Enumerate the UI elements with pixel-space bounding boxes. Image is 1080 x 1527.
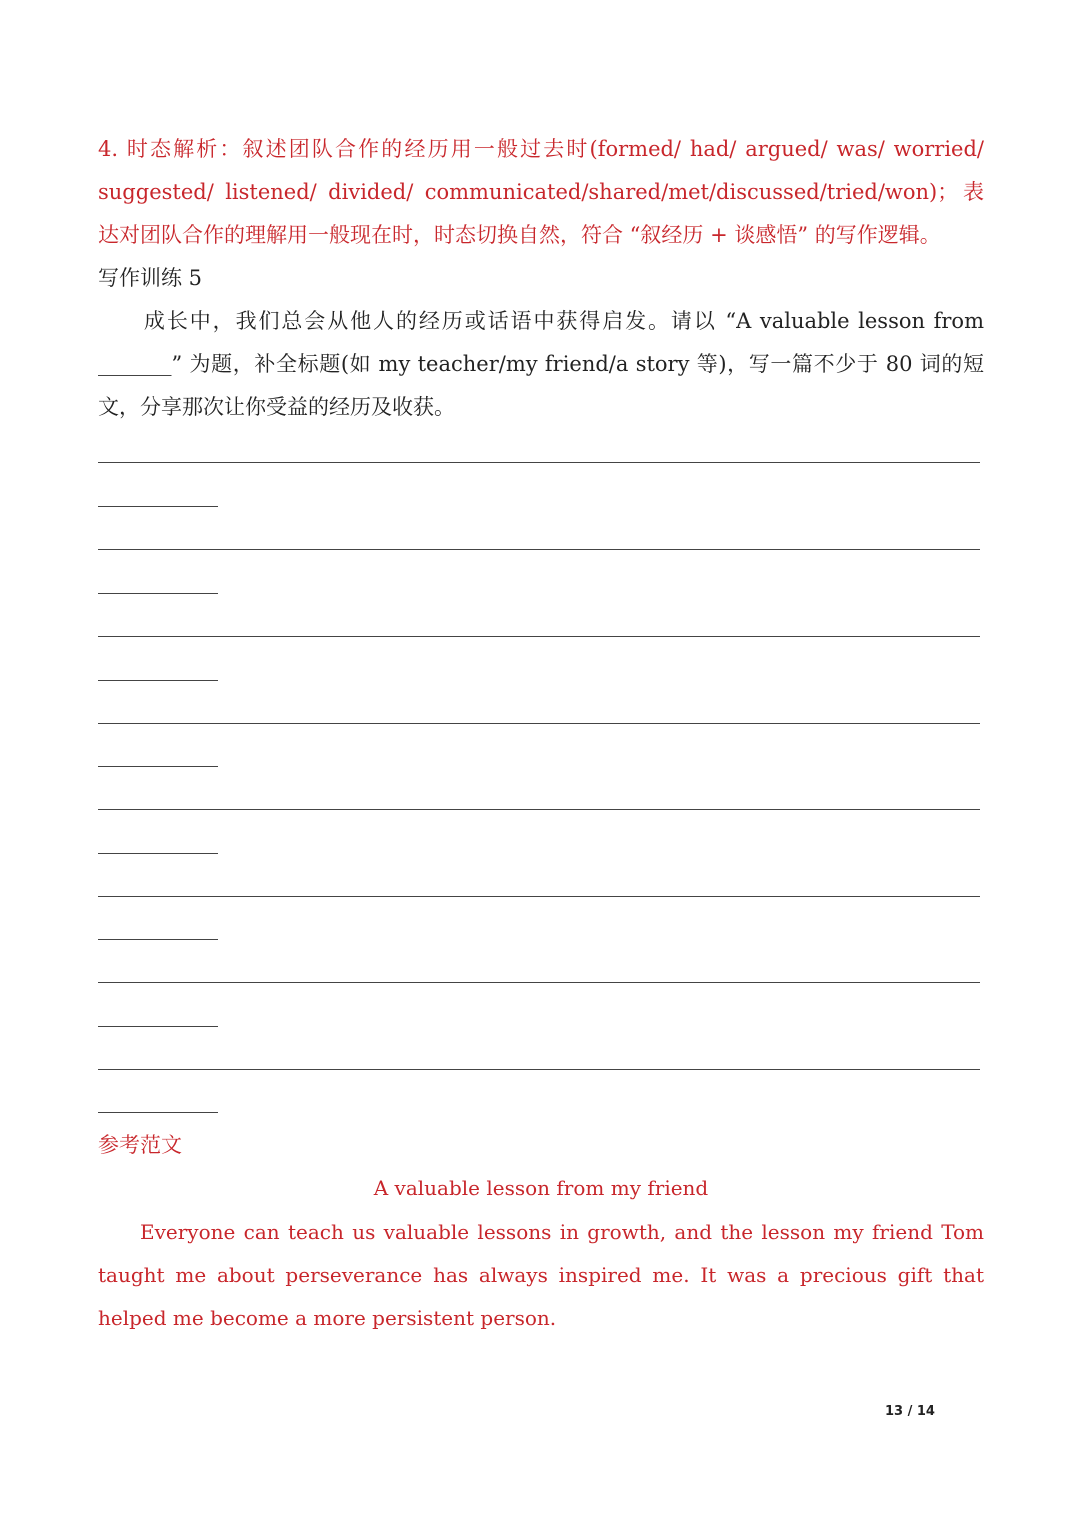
writing-line[interactable]	[98, 636, 980, 637]
sample-title: A valuable lesson from my friend	[373, 1176, 709, 1200]
writing-line[interactable]	[98, 723, 980, 724]
writing-line[interactable]	[98, 1112, 218, 1113]
writing-line[interactable]	[98, 896, 980, 897]
writing-line[interactable]	[98, 766, 218, 767]
writing-line[interactable]	[98, 680, 218, 681]
exercise-prompt	[98, 300, 984, 429]
sample-body	[98, 1211, 984, 1340]
tense-analysis-paragraph	[98, 128, 984, 257]
writing-line[interactable]	[98, 809, 980, 810]
writing-line[interactable]	[98, 853, 218, 854]
page-number: 13 / 14	[885, 1404, 935, 1419]
writing-line[interactable]	[98, 593, 218, 594]
writing-line[interactable]	[98, 549, 980, 550]
exercise-title: 写作训练 5	[98, 266, 203, 290]
writing-line[interactable]	[98, 506, 218, 507]
exercise-prompt-text: 成长中，我们总会从他人的经历或话语中获得启发。请以 “A valuable lesson from _______” 为题，补全标题(如 my teacher/my friend/a story 等)，写一篇不少于 80 词的短文，分享那次让你受益的经历及收获。	[98, 309, 984, 419]
tense-analysis-text: 4. 时态解析：叙述团队合作的经历用一般过去时(formed/ had/ argued/ was/ worried/ suggested/ listened/ divided/ communicated/shared/met/discussed/tried/won)；表达对团队合作的理解用一般现在时，时态切换自然，符合 “叙经历 + 谈感悟” 的写作逻辑。	[98, 137, 984, 247]
sample-body-text: Everyone can teach us valuable lessons in growth, and the lesson my friend Tom taught me about perseverance has always inspired me. It was a precious gift that helped me become a more persistent person.	[98, 1220, 984, 1330]
sample-heading: 参考范文	[98, 1133, 182, 1157]
writing-line[interactable]	[98, 939, 218, 940]
writing-line[interactable]	[98, 462, 980, 463]
writing-line[interactable]	[98, 1026, 218, 1027]
writing-line[interactable]	[98, 982, 980, 983]
writing-line[interactable]	[98, 1069, 980, 1070]
